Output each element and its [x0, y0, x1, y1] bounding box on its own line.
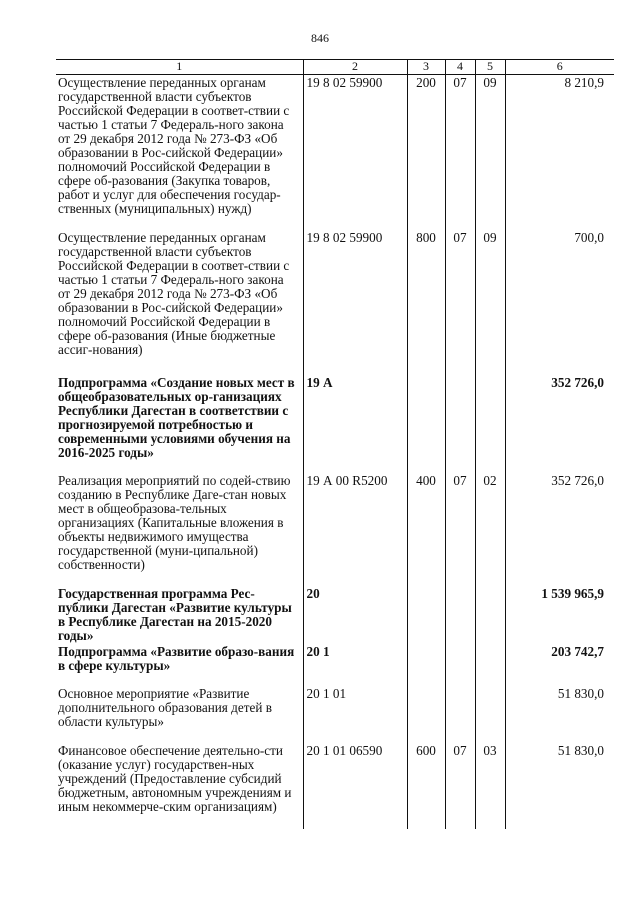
row-pr-cell: [475, 686, 505, 743]
table-row: [56, 586, 614, 644]
row-rz-cell: 07: [445, 473, 475, 586]
row-amount-cell: 1 539 965,9: [505, 586, 614, 644]
row-vr-cell: [407, 375, 445, 473]
row-name-cell: Основное мероприятие «Развитие дополнительного образования детей в области культуры»: [58, 685, 272, 729]
table-row: [56, 473, 614, 586]
row-vr-cell: [407, 686, 445, 743]
row-rz-cell: 07: [445, 230, 475, 375]
row-vr-cell: 600: [407, 743, 445, 829]
row-pr-cell: [475, 586, 505, 644]
row-name-cell: Государственная программа Рес-публики Дагестан «Развитие культуры в Республике Дагестан на 2015-2020 годы»: [58, 585, 292, 643]
page-number: 846: [311, 31, 329, 45]
row-code-cell: 19 А: [303, 375, 407, 473]
table-row: [56, 375, 614, 473]
row-code-cell: 19 8 02 59900: [303, 230, 407, 375]
row-code-cell: 20 1 01: [303, 686, 407, 743]
row-vr-cell: [407, 644, 445, 686]
row-code-cell: 20 1: [303, 644, 407, 686]
row-vr-cell: 800: [407, 230, 445, 375]
header-col-6: 6: [505, 60, 614, 75]
row-rz-cell: [445, 375, 475, 473]
header-col-5: 5: [475, 60, 505, 75]
row-rz-cell: [445, 586, 475, 644]
table-body: [56, 75, 614, 829]
row-amount-cell: 8 210,9: [505, 75, 614, 230]
row-vr-cell: 400: [407, 473, 445, 586]
row-code-cell: 20: [303, 586, 407, 644]
row-rz-cell: 07: [445, 75, 475, 230]
row-amount-cell: 51 830,0: [505, 743, 614, 829]
row-code-cell: 19 8 02 59900: [303, 75, 407, 230]
row-pr-cell: 02: [475, 473, 505, 586]
table-row: [56, 686, 614, 743]
row-pr-cell: [475, 375, 505, 473]
table-row: [56, 75, 614, 230]
row-amount-cell: 700,0: [505, 230, 614, 375]
row-name-cell: Подпрограмма «Развитие образо-вания в сфере культуры»: [58, 643, 295, 673]
table-row: [56, 743, 614, 829]
row-pr-cell: 09: [475, 230, 505, 375]
header-col-3: 3: [407, 60, 445, 75]
row-code-cell: 19 А 00 R5200: [303, 473, 407, 586]
row-pr-cell: [475, 644, 505, 686]
header-col-1: 1: [56, 60, 303, 75]
table-row: [56, 230, 614, 375]
table-header-row: [56, 60, 614, 75]
row-rz-cell: [445, 644, 475, 686]
row-name-cell: Осуществление переданных органам государственной власти субъектов Российской Федерации в соответ-ствии с частью 1 статьи 7 Федераль-ного закона от 29 декабря 2012 года № 273-ФЗ «Об образовании в Рос-сийской Федерации» полномочий Российской Федерации в сфере об-разования (Закупка товаров, работ и услуг для обеспечения государ-ственных (муниципальных) нужд): [58, 75, 290, 216]
row-name-cell: Реализация мероприятий по содей-ствию созданию в Республике Даге-стан новых мест в общеобразова-тельных организациях (Капитальные вложения в объекты недвижимого имущества государственной (муни-ципальной) собственности): [58, 472, 291, 572]
table-row: [56, 644, 614, 686]
row-pr-cell: 03: [475, 743, 505, 829]
row-amount-cell: 203 742,7: [505, 644, 614, 686]
row-vr-cell: 200: [407, 75, 445, 230]
row-name-cell: Финансовое обеспечение деятельно-сти (оказание услуг) государствен-ных учреждений (Предоставление субсидий бюджетным, автономным учреждениям и иным некоммерче-ским организациям): [58, 742, 292, 814]
row-name-cell: Осуществление переданных органам государственной власти субъектов Российской Федерации в соответ-ствии с частью 1 статьи 7 Федераль-ного закона от 29 декабря 2012 года № 273-ФЗ «Об образовании в Рос-сийской Федерации» полномочий Российской Федерации в сфере об-разования (Иные бюджетные ассиг-нования): [58, 229, 290, 357]
header-col-2: 2: [303, 60, 407, 75]
header-col-4: 4: [445, 60, 475, 75]
row-vr-cell: [407, 586, 445, 644]
row-pr-cell: 09: [475, 75, 505, 230]
row-rz-cell: [445, 686, 475, 743]
row-rz-cell: 07: [445, 743, 475, 829]
row-name-cell: Подпрограмма «Создание новых мест в общеобразовательных ор-ганизациях Республики Дагестан в соответствии с прогнозируемой потребностью и современными условиями обучения на 2016-2025 годы»: [58, 374, 295, 460]
row-amount-cell: 352 726,0: [505, 473, 614, 586]
budget-table: [56, 59, 614, 829]
row-amount-cell: 51 830,0: [505, 686, 614, 743]
row-amount-cell: 352 726,0: [505, 375, 614, 473]
row-code-cell: 20 1 01 06590: [303, 743, 407, 829]
